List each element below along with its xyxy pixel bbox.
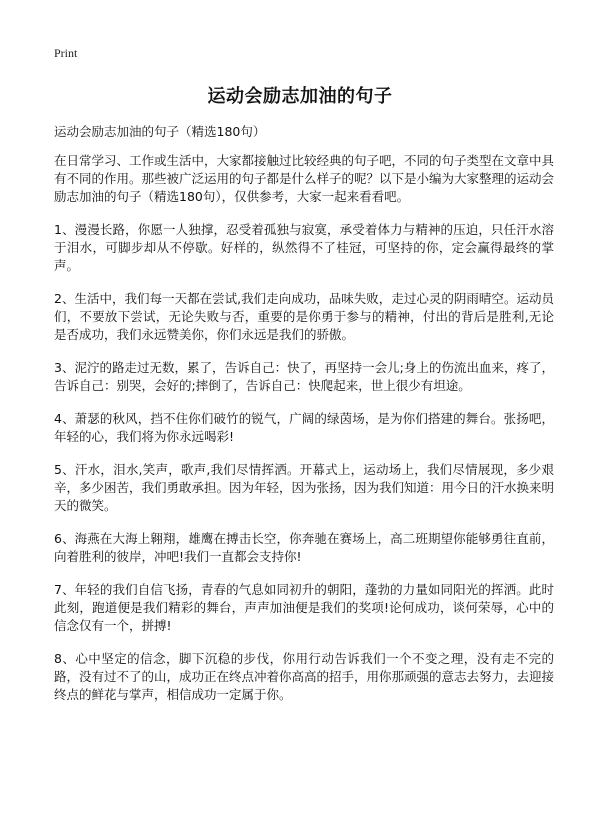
list-item: 5、汗水，泪水,笑声，歌声,我们尽情挥洒。开幕式上，运动场上，我们尽情展现，多少艰辛，多少困苦，我们勇敢承担。因为年轻，因为张扬，因为我们知道：用今日的汗水换来明天的微笑。 [54,462,555,513]
list-item: 6、海燕在大海上翱翔，雄鹰在搏击长空，你奔驰在赛场上，高二班期望你能够勇往直前，向着胜利的彼岸，冲吧!我们一直都会支持你! [54,531,554,564]
article-body [54,152,554,719]
list-item: 8、心中坚定的信念，脚下沉稳的步伐，你用行动告诉我们一个不变之理，没有走不完的路，没有过不了的山，成功正在终点冲着你高高的招手，用你那顽强的意志去努力，去迎接终点的鲜花与掌声，相信成功一定属于你。 [54,651,555,702]
page-title: 运动会励志加油的句子 [207,86,393,107]
list-item: 4、萧瑟的秋风，挡不住你们破竹的锐气，广阔的绿茵场，是为你们搭建的舞台。张扬吧，年轻的心，我们将为你永远喝彩! [54,411,554,444]
list-item: 7、年轻的我们自信飞扬，青春的气息如同初升的朝阳，蓬勃的力量如同阳光的挥洒。此时此刻，跑道便是我们精彩的舞台，声声加油便是我们的奖项!论何成功，谈何荣辱，心中的信念仅有一个，拼搏! [54,582,554,633]
print-link[interactable]: Print [54,46,78,60]
list-item: 2、生活中，我们每一天都在尝试,我们走向成功，品味失败，走过心灵的阴雨晴空。运动员们，不要放下尝试，无论失败与否，重要的是你勇于参与的精神，付出的背后是胜利,无论是否成功，我们永远赞美你，你们永远是我们的骄傲。 [54,291,554,342]
article-subtitle: 运动会励志加油的句子（精选180句） [54,124,266,139]
list-item: 1、漫漫长路，你愿一人独撑，忍受着孤独与寂寞，承受着体力与精神的压迫，只任汗水溶于泪水，可脚步却从不停歇。好样的，纵然得不了桂冠，可坚持的你，定会赢得最终的掌声。 [54,222,554,273]
intro-paragraph: 在日常学习、工作或生活中，大家都接触过比较经典的句子吧，不同的句子类型在文章中具有不同的作用。那些被广泛运用的句子都是什么样子的呢？以下是小编为大家整理的运动会励志加油的句子（精选180句），仅供参考，大家一起来看看吧。 [54,153,555,204]
list-item: 3、泥泞的路走过无数，累了，告诉自己：快了，再坚持一会儿;身上的伤流出血来，疼了，告诉自己：别哭，会好的;摔倒了，告诉自己：快爬起来，世上很少有坦途。 [54,360,554,393]
